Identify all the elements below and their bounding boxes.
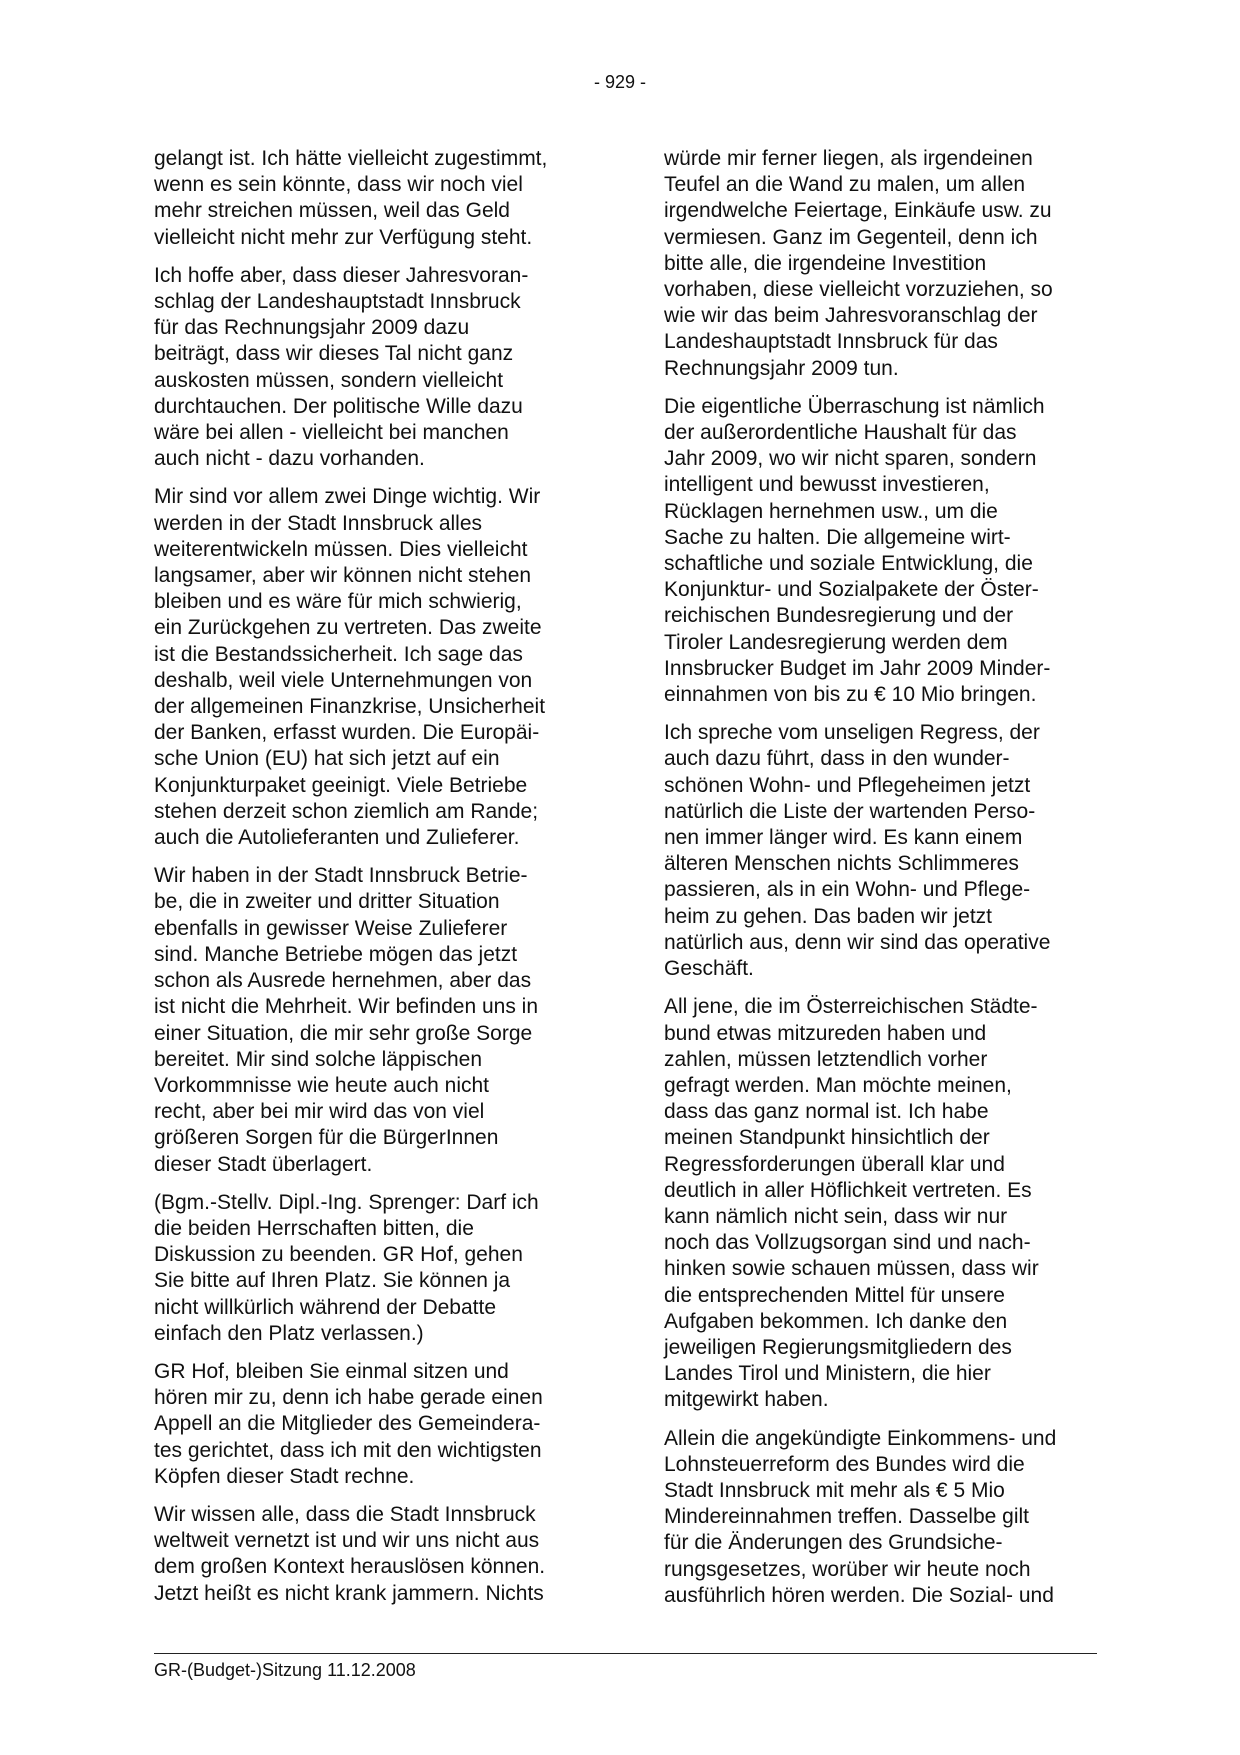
paragraph: gelangt ist. Ich hätte vielleicht zugestimmt, wenn es sein könnte, dass wir noch viel mehr streichen müssen, weil das Geld vielleicht nicht mehr zur Verfügung steht. xyxy=(154,147,548,249)
left-column xyxy=(154,146,594,1619)
paragraph: Die eigentliche Überraschung ist nämlich der außerordentliche Haushalt für das Jahr 2009, wo wir nicht sparen, sondern intelligent und bewusst investieren, Rücklagen hernehmen usw., um die Sache zu halten. Die allgemeine wirt- schaftliche und soziale Entwicklung, die Konjunktur- und Sozialpakete der Öster- reichischen Bundesregierung und der Tiroler Landesregierung werden dem Innsbrucker Budget im Jahr 2009 Minder- einnahmen von bis zu € 10 Mio bringen. xyxy=(664,394,1051,707)
paragraph: Wir haben in der Stadt Innsbruck Betrie- be, die in zweiter und dritter Situation ebenfalls in gewisser Weise Zulieferer sind. Manche Betriebe mögen das jetzt schon als Ausrede hernehmen, aber das ist nicht die Mehrheit. Wir befinden uns in einer Situation, die mir sehr große Sorge bereitet. Mir sind solche läppischen Vorkommnisse wie heute auch nicht recht, aber bei mir wird das von viel größeren Sorgen für die BürgerInnen dieser Stadt überlagert. xyxy=(154,864,539,1176)
paragraph: Allein die angekündigte Einkommens- und Lohnsteuerreform des Bundes wird die Stadt Innsbruck mit mehr als € 5 Mio Mindereinnahmen treffen. Dasselbe gilt für die Änderungen des Grundsiche- rungsgesetzes, worüber wir heute noch ausführlich hören werden. Die Sozial- und xyxy=(664,1426,1057,1607)
paragraph: All jene, die im Österreichischen Städte- bund etwas mitzureden haben und zahlen, müssen letztendlich vorher gefragt werden. Man möchte meinen, dass das ganz normal ist. Ich habe meinen Standpunkt hinsichtlich der Regressforderungen überall klar und deutlich in aller Höflichkeit vertreten. Es kann nämlich nicht sein, dass wir nur noch das Vollzugsorgan sind und nach- hinken sowie schauen müssen, dass wir die entsprechenden Mittel für unsere Aufgaben bekommen. Ich danke den jeweiligen Regierungsmitgliedern des Landes Tirol und Ministern, die hier mitgewirkt haben. xyxy=(664,995,1039,1412)
paragraph: Ich spreche vom unseligen Regress, der auch dazu führt, dass in den wunder- schönen Wohn- und Pflegeheimen jetzt natürlich die Liste der wartenden Perso- nen immer länger wird. Es kann einem älteren Menschen nichts Schlimmeres passieren, als in ein Wohn- und Pflege- heim zu gehen. Das baden wir jetzt natürlich aus, denn wir sind das operative Geschäft. xyxy=(664,721,1051,981)
paragraph: Wir wissen alle, dass die Stadt Innsbruck weltweit vernetzt ist und wir uns nicht aus dem großen Kontext herauslösen können. Jetzt heißt es nicht krank jammern. Nichts xyxy=(154,1502,546,1605)
paragraph: Ich hoffe aber, dass dieser Jahresvoran- schlag der Landeshauptstadt Innsbruck für das Rechnungsjahr 2009 dazu beiträgt, dass wir dieses Tal nicht ganz auskosten müssen, sondern vielleicht durchtauchen. Der politische Wille dazu wäre bei allen - vielleicht bei manchen auch nicht - dazu vorhanden. xyxy=(154,263,529,471)
paragraph: Mir sind vor allem zwei Dinge wichtig. Wir werden in der Stadt Innsbruck alles weiterentwickeln müssen. Dies vielleicht langsamer, aber wir können nicht stehen bleiben und es wäre für mich schwierig, ein Zurückgehen zu vertreten. Das zweite ist die Bestandssicherheit. Ich sage das deshalb, weil viele Unternehmungen von der allgemeinen Finanzkrise, Unsicherheit der Banken, erfasst wurden. Die Europäi- sche Union (EU) hat sich jetzt auf ein Konjunkturpaket geeinigt. Viele Betriebe stehen derzeit schon ziemlich am Rande; auch die Autolieferanten und Zulieferer. xyxy=(154,485,546,850)
footer-divider xyxy=(154,1653,1097,1654)
right-column xyxy=(664,146,1110,1621)
paragraph: würde mir ferner liegen, als irgendeinen Teufel an die Wand zu malen, um allen irgendwelche Feiertage, Einkäufe usw. zu vermiesen. Ganz im Gegenteil, denn ich bitte alle, die irgendeine Investition vorhaben, diese vielleicht vorzuziehen, so wie wir das beim Jahresvoranschlag der Landeshauptstadt Innsbruck für das Rechnungsjahr 2009 tun. xyxy=(664,147,1053,380)
page-number: - 929 - xyxy=(593,72,647,92)
footer-text: GR-(Budget-)Sitzung 11.12.2008 xyxy=(154,1660,416,1680)
paragraph: GR Hof, bleiben Sie einmal sitzen und hören mir zu, denn ich habe gerade einen Appell an die Mitglieder des Gemeindera- tes gerichtet, dass ich mit den wichtigsten Köpfen dieser Stadt rechne. xyxy=(154,1359,543,1488)
paragraph: (Bgm.-Stellv. Dipl.-Ing. Sprenger: Darf ich die beiden Herrschaften bitten, die Diskussion zu beenden. GR Hof, gehen Sie bitte auf Ihren Platz. Sie können ja nicht willkürlich während der Debatte einfach den Platz verlassen.) xyxy=(154,1190,539,1345)
